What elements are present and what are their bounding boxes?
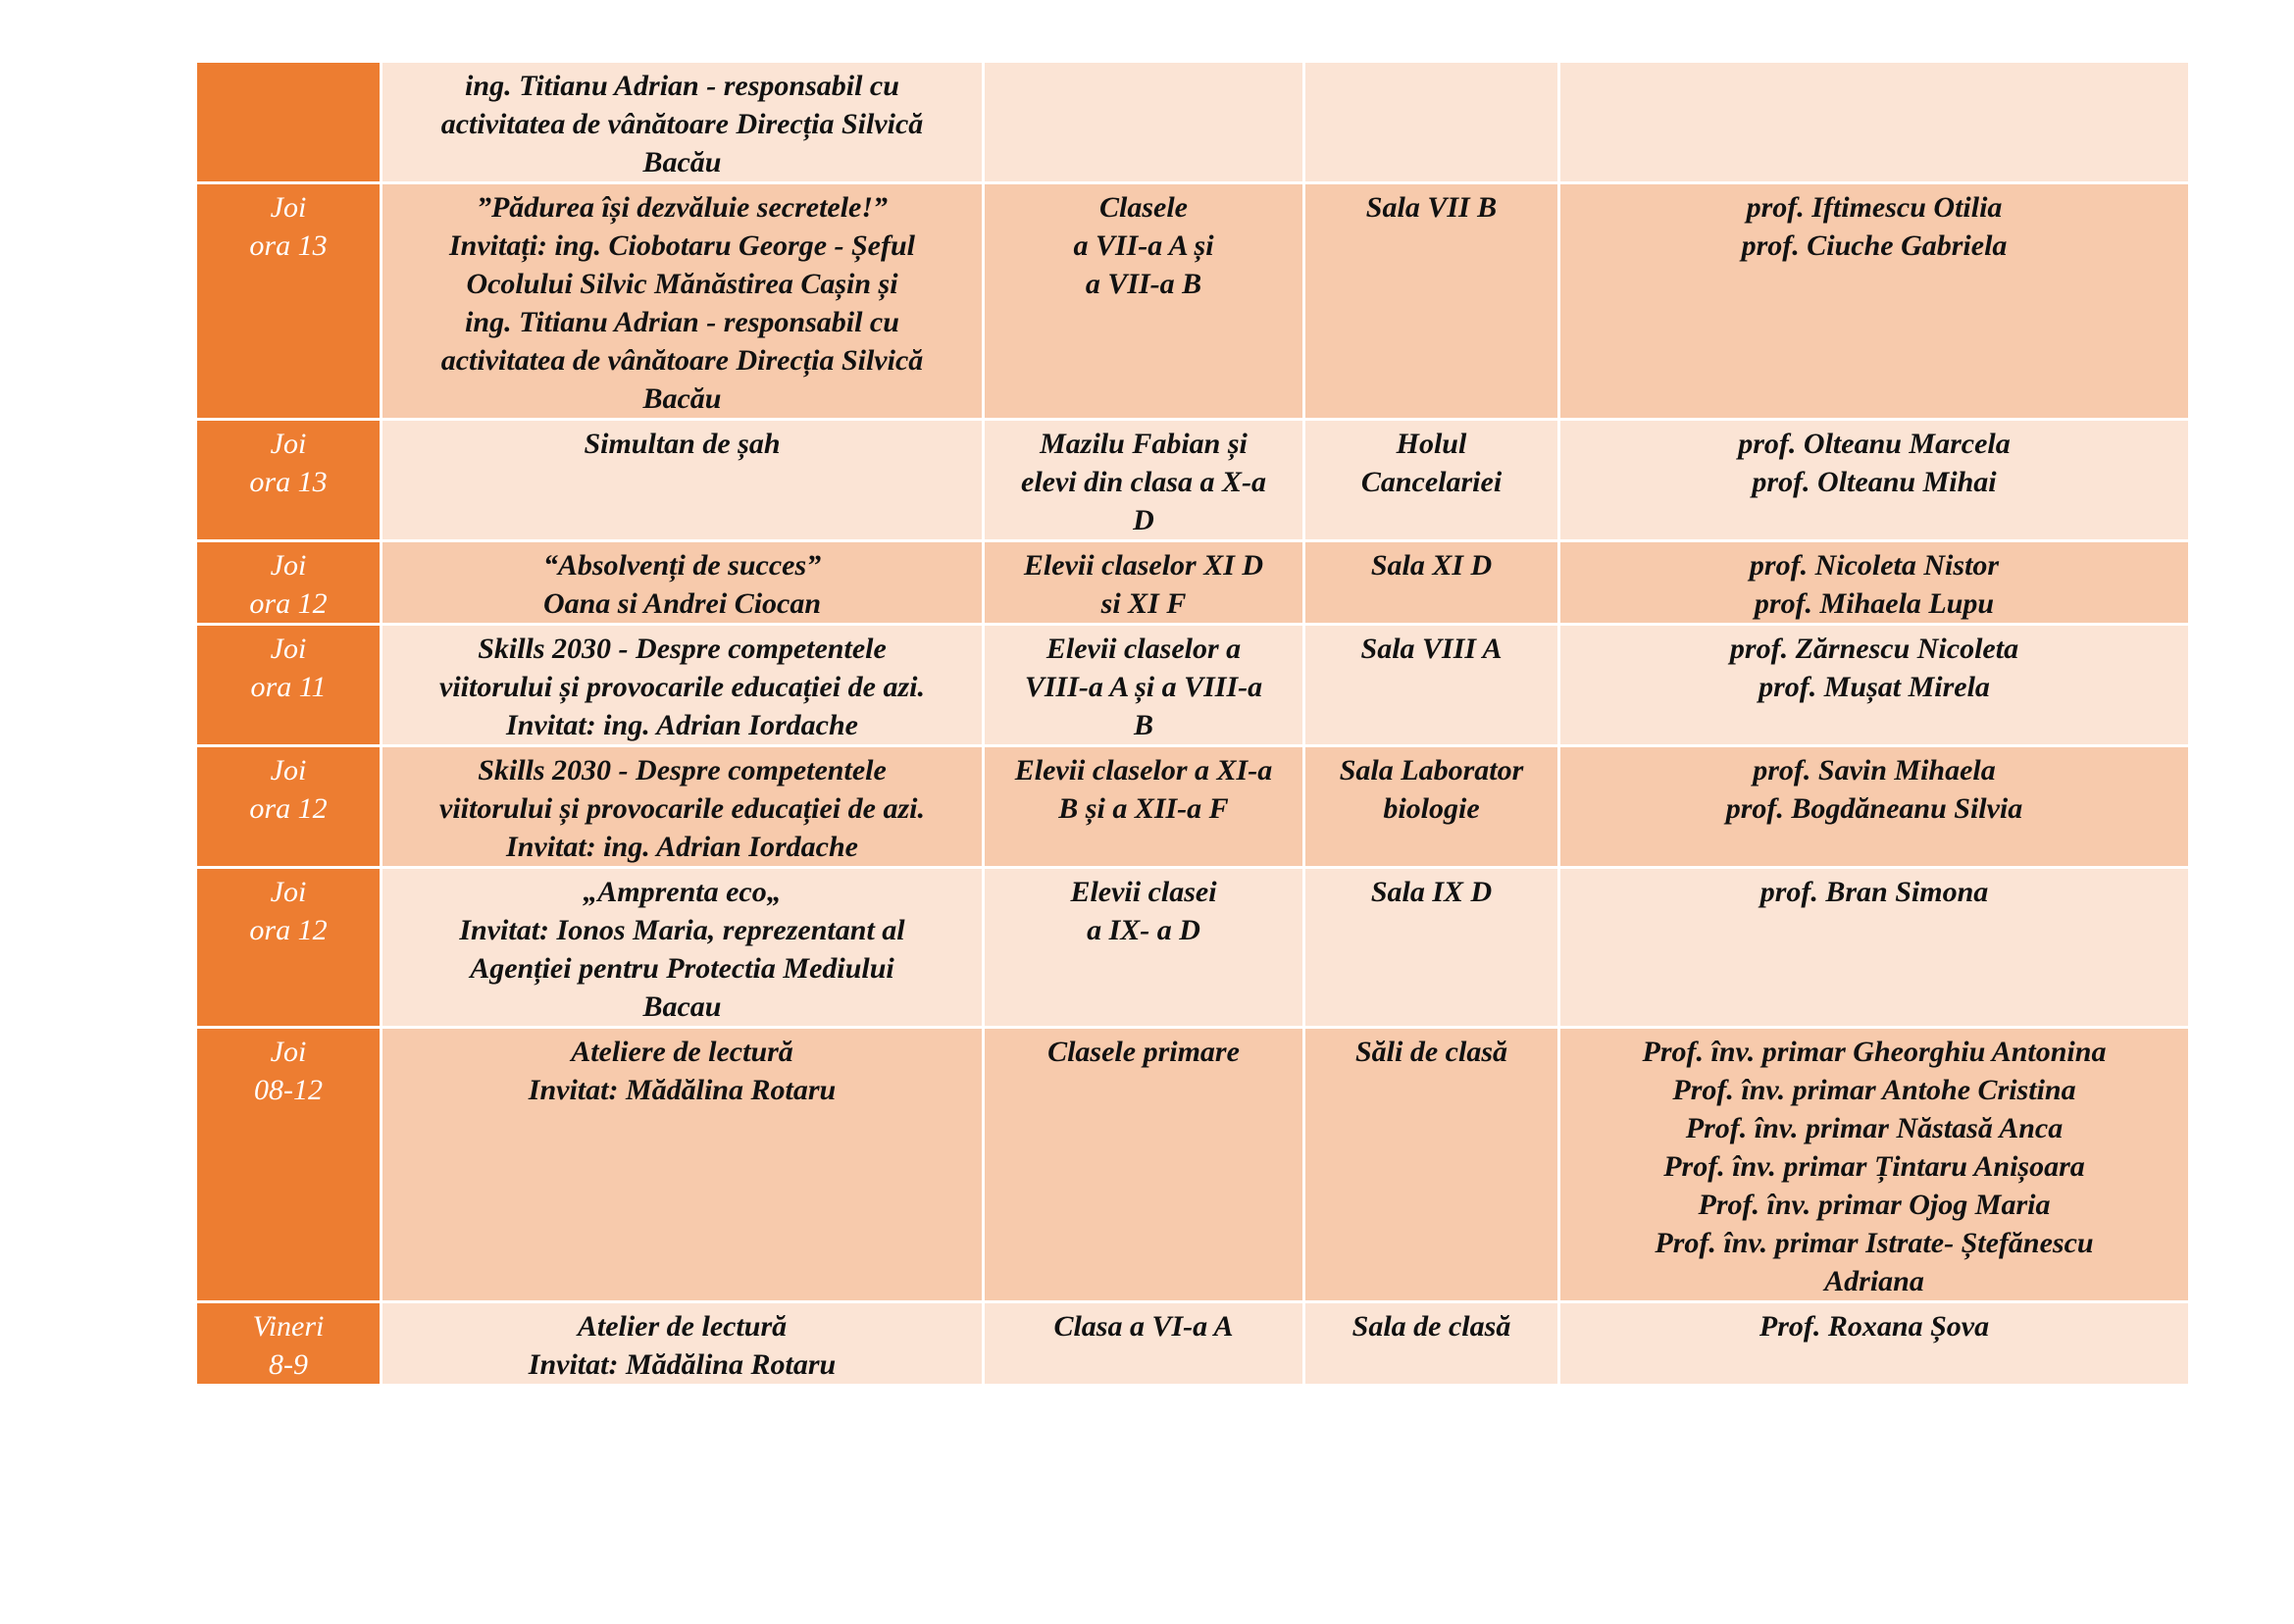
table-row [196, 625, 2190, 746]
coordinators-cell: prof. Bran Simona [1559, 868, 2190, 1028]
coordinators-cell: prof. Zărnescu Nicoleta prof. Mușat Mirela [1559, 625, 2190, 746]
activity-cell: Skills 2030 - Despre competentele viitorului și provocarile educației de azi. Invitat: ing. Adrian Iordache [382, 746, 984, 868]
location-cell: Sala VIII A [1304, 625, 1559, 746]
activity-cell: “Absolvenți de succes” Oana si Andrei Ciocan [382, 541, 984, 625]
activity-cell: Atelier de lectură Invitat: Mădălina Rotaru [382, 1302, 984, 1386]
time-cell [196, 1302, 382, 1386]
activity-cell: Simultan de șah [382, 420, 984, 541]
location-cell: Săli de clasă [1304, 1028, 1559, 1302]
table-row [196, 420, 2190, 541]
coordinators-cell: Prof. înv. primar Gheorghiu Antonina Prof. înv. primar Antohe Cristina Prof. înv. primar Năstasă Anca Prof. înv. primar Țintaru Anișoara Prof. înv. primar Ojog Maria Prof. înv. primar Istrate- Ștefănescu Adriana [1559, 1028, 2190, 1302]
table-row [196, 1302, 2190, 1386]
table-row [196, 868, 2190, 1028]
coordinators-cell: prof. Olteanu Marcela prof. Olteanu Mihai [1559, 420, 2190, 541]
hour-label: ora 12 [249, 587, 328, 620]
hour-label: 08-12 [254, 1074, 323, 1106]
activity-cell: „Amprenta eco„ Invitat: Ionos Maria, reprezentant al Agenției pentru Protectia Mediului Bacau [382, 868, 984, 1028]
participants-cell: Elevii claselor XI D si XI F [984, 541, 1304, 625]
time-cell [196, 420, 382, 541]
day-label: Vineri [252, 1310, 325, 1343]
table-row [196, 183, 2190, 420]
activity-cell: ing. Titianu Adrian - responsabil cu activitatea de vânătoare Direcția Silvică Bacău [382, 62, 984, 183]
day-label: Joi [270, 633, 307, 665]
table-row [196, 541, 2190, 625]
participants-cell: Clasele a VII-a A și a VII-a B [984, 183, 1304, 420]
hour-label: ora 12 [249, 792, 328, 825]
coordinators-cell: prof. Savin Mihaela prof. Bogdăneanu Silvia [1559, 746, 2190, 868]
participants-cell: Mazilu Fabian și elevi din clasa a X-a D [984, 420, 1304, 541]
time-cell [196, 62, 382, 183]
participants-cell: Elevii claselor a VIII-a A și a VIII-a B [984, 625, 1304, 746]
location-cell: Sala VII B [1304, 183, 1559, 420]
location-cell: Holul Cancelariei [1304, 420, 1559, 541]
day-label: Joi [270, 428, 307, 460]
activities-schedule-table [194, 60, 2191, 1387]
time-cell [196, 746, 382, 868]
participants-cell: Clasele primare [984, 1028, 1304, 1302]
activity-cell: Skills 2030 - Despre competentele viitorului și provocarile educației de azi. Invitat: ing. Adrian Iordache [382, 625, 984, 746]
participants-cell [984, 62, 1304, 183]
coordinators-cell: prof. Iftimescu Otilia prof. Ciuche Gabriela [1559, 183, 2190, 420]
location-cell: Sala de clasă [1304, 1302, 1559, 1386]
hour-label: ora 13 [249, 466, 328, 498]
activity-cell: Ateliere de lectură Invitat: Mădălina Rotaru [382, 1028, 984, 1302]
day-label: Joi [270, 754, 307, 787]
coordinators-cell [1559, 62, 2190, 183]
hour-label: 8-9 [269, 1348, 308, 1381]
hour-label: ora 13 [249, 229, 328, 262]
time-cell [196, 625, 382, 746]
participants-cell: Elevii claselor a XI-a B și a XII-a F [984, 746, 1304, 868]
activity-cell: ”Pădurea își dezvăluie secretele!” Invitați: ing. Ciobotaru George - Șeful Ocolului Silvic Mănăstirea Cașin și ing. Titianu Adrian - responsabil cu activitatea de vânătoare Direcția Silvică Bacău [382, 183, 984, 420]
participants-cell: Elevii clasei a IX- a D [984, 868, 1304, 1028]
table-row [196, 1028, 2190, 1302]
table-row [196, 746, 2190, 868]
time-cell [196, 1028, 382, 1302]
time-cell [196, 183, 382, 420]
day-label: Joi [270, 549, 307, 582]
location-cell: Sala XI D [1304, 541, 1559, 625]
table-row [196, 62, 2190, 183]
day-label: Joi [270, 876, 307, 908]
coordinators-cell: prof. Nicoleta Nistor prof. Mihaela Lupu [1559, 541, 2190, 625]
hour-label: ora 11 [250, 671, 327, 703]
hour-label: ora 12 [249, 914, 328, 946]
day-label: Joi [270, 1036, 307, 1068]
time-cell [196, 868, 382, 1028]
participants-cell: Clasa a VI-a A [984, 1302, 1304, 1386]
location-cell: Sala Laborator biologie [1304, 746, 1559, 868]
location-cell: Sala IX D [1304, 868, 1559, 1028]
day-label: Joi [270, 191, 307, 224]
location-cell [1304, 62, 1559, 183]
coordinators-cell: Prof. Roxana Șova [1559, 1302, 2190, 1386]
time-cell [196, 541, 382, 625]
